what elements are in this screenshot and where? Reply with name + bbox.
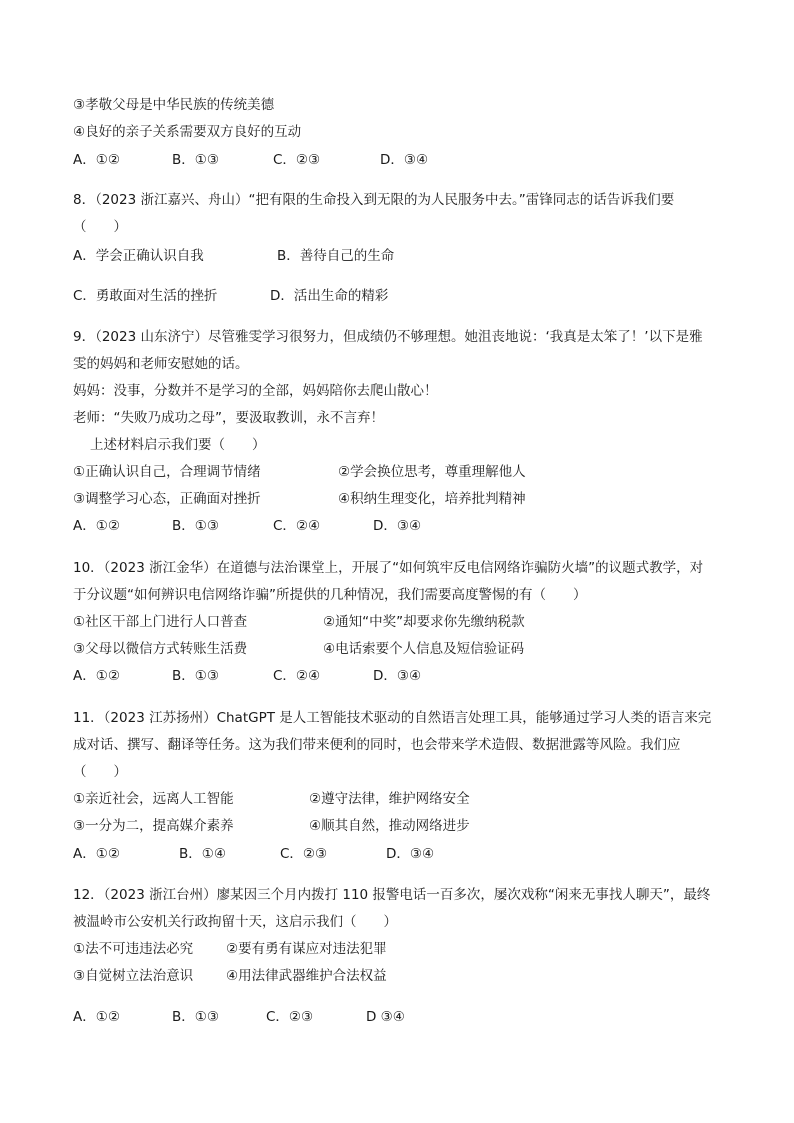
q10-option-4: ④电话索要个人信息及短信验证码 xyxy=(323,641,525,657)
q12-option-2: ②要有勇有谋应对违法犯罪 xyxy=(226,941,387,957)
q12-option-1: ①法不可违违法必究 xyxy=(73,941,194,957)
q8-option-a: A．学会正确认识自我 xyxy=(73,248,204,264)
q11-answer-c: C．②③ xyxy=(280,846,328,862)
q12-stem-line1: 12．（2023 浙江台州）廖某因三个月内拨打 110 报警电话一百多次，屡次戏称“闲来无事找人聊天”，最终 xyxy=(73,887,711,903)
q11-answer-d: D．③④ xyxy=(386,846,435,862)
q7-answer-a: A．①② xyxy=(73,152,120,168)
q10-option-1: ①社区干部上门进行人口普查 xyxy=(73,614,248,630)
q8-option-b: B．善待自己的生命 xyxy=(277,248,395,264)
q9-answer-a: A．①② xyxy=(73,518,120,534)
q10-stem-line2: 于分议题“如何辨识电信网络诈骗”所提供的几种情况，我们需要高度警惕的有（ ） xyxy=(73,587,587,603)
q9-answer-b: B．①③ xyxy=(172,518,219,534)
q9-option-1: ①正确认识自己，合理调节情绪 xyxy=(73,464,261,480)
q10-option-3: ③父母以微信方式转账生活费 xyxy=(73,641,248,657)
q11-option-3: ③一分为二，提高媒介素养 xyxy=(73,818,234,834)
q9-option-2: ②学会换位思考，尊重理解他人 xyxy=(338,464,526,480)
q10-answer-b: B．①③ xyxy=(172,668,219,684)
q8-option-c: C．勇敢面对生活的挫折 xyxy=(73,288,218,304)
q9-option-4: ④积纳生理变化，培养批判精神 xyxy=(338,491,526,507)
q10-option-2: ②通知“中奖”却要求你先缴纳税款 xyxy=(323,614,525,630)
q7-option-3: ③孝敬父母是中华民族的传统美德 xyxy=(73,97,275,113)
q9-prompt: 上述材料启示我们要（ ） xyxy=(90,437,266,453)
q7-option-4: ④良好的亲子关系需要双方良好的互动 xyxy=(73,124,302,140)
q8-option-d: D．活出生命的精彩 xyxy=(270,288,389,304)
q12-option-4: ④用法律武器维护合法权益 xyxy=(226,968,387,984)
q11-stem-line1: 11．（2023 江苏扬州）ChatGPT 是人工智能技术驱动的自然语言处理工具，能够通过学习人类的语言来完 xyxy=(73,710,712,726)
q11-answer-b: B．①④ xyxy=(179,846,226,862)
q11-option-4: ④顺其自然，推动网络进步 xyxy=(309,818,470,834)
q12-answer-a: A．①② xyxy=(73,1009,120,1025)
q12-answer-b: B．①③ xyxy=(172,1009,219,1025)
q10-answer-d: D．③④ xyxy=(373,668,422,684)
q9-stem-line1: 9．（2023 山东济宁）尽管雅雯学习很努力，但成绩仍不够理想。她沮丧地说：‘我真是太笨了！’以下是雅 xyxy=(73,329,703,345)
q9-mom-quote: 妈妈：没事，分数并不是学习的全部，妈妈陪你去爬山散心！ xyxy=(73,383,438,399)
q7-answer-b: B．①③ xyxy=(172,152,219,168)
q9-option-3: ③调整学习心态，正确面对挫折 xyxy=(73,491,261,507)
q11-answer-a: A．①② xyxy=(73,846,120,862)
q7-answer-c: C．②③ xyxy=(273,152,321,168)
q8-stem-line2: （ ） xyxy=(73,219,127,235)
q12-answer-d: D ③④ xyxy=(366,1009,405,1025)
q9-teacher-quote: 老师：“失败乃成功之母”，要汲取教训，永不言弃！ xyxy=(73,410,384,426)
q9-stem-line2: 雯的妈妈和老师安慰她的话。 xyxy=(73,356,249,372)
q11-option-1: ①亲近社会，远离人工智能 xyxy=(73,791,234,807)
q11-stem-line3: （ ） xyxy=(73,764,127,780)
q12-answer-c: C．②③ xyxy=(266,1009,314,1025)
q9-answer-d: D．③④ xyxy=(373,518,422,534)
q10-answer-a: A．①② xyxy=(73,668,120,684)
q11-stem-line2: 成对话、撰写、翻译等任务。这为我们带来便利的同时，也会带来学术造假、数据泄露等风险。我们应 xyxy=(73,737,681,753)
q8-stem-line1: 8．（2023 浙江嘉兴、舟山）“把有限的生命投入到无限的为人民服务中去。”雷锋同志的话告诉我们要 xyxy=(73,192,675,208)
q10-stem-line1: 10．（2023 浙江金华）在道德与法治课堂上，开展了“如何筑牢反电信网络诈骗防火墙”的议题式教学，对 xyxy=(73,560,704,576)
q9-answer-c: C．②④ xyxy=(273,518,321,534)
q7-answer-d: D．③④ xyxy=(380,152,429,168)
q11-option-2: ②遵守法律，维护网络安全 xyxy=(309,791,470,807)
q12-option-3: ③自觉树立法治意识 xyxy=(73,968,194,984)
q12-stem-line2: 被温岭市公安机关行政拘留十天，这启示我们（ ） xyxy=(73,914,397,930)
q10-answer-c: C．②④ xyxy=(273,668,321,684)
